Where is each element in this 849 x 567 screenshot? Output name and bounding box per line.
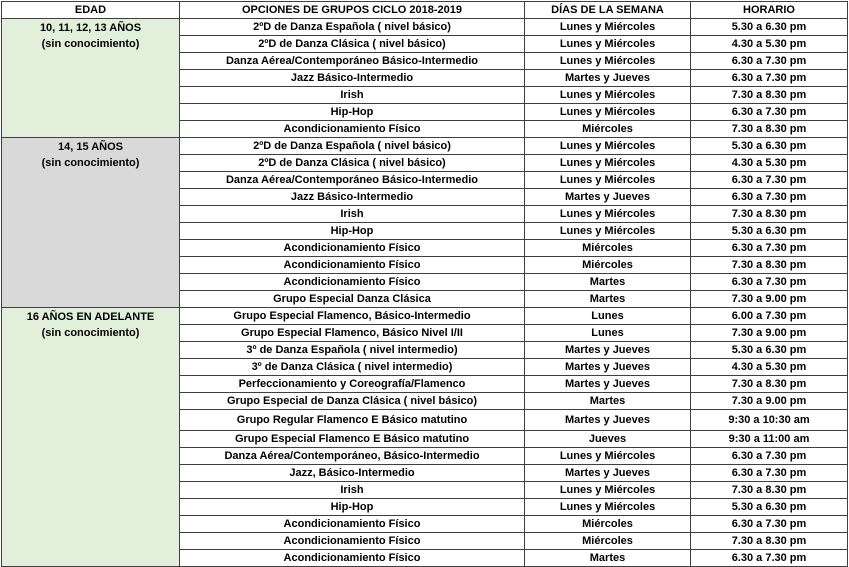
days-cell: Miércoles: [525, 257, 691, 274]
days-cell: Martes y Jueves: [525, 376, 691, 393]
option-cell: Grupo Especial Danza Clásica: [180, 291, 525, 308]
option-cell: Hip-Hop: [180, 104, 525, 121]
option-cell: Jazz Básico-Intermedio: [180, 189, 525, 206]
option-cell: 3º de Danza Española ( nivel intermedio): [180, 342, 525, 359]
days-cell: Lunes y Miércoles: [525, 155, 691, 172]
option-cell: Acondicionamiento Físico: [180, 516, 525, 533]
days-cell: Lunes: [525, 325, 691, 342]
time-cell: 6.30 a 7.30 pm: [691, 189, 848, 206]
time-cell: 7.30 a 9.00 pm: [691, 393, 848, 410]
time-cell: 6.30 a 7.30 pm: [691, 550, 848, 567]
option-cell: Hip-Hop: [180, 223, 525, 240]
time-cell: 7.30 a 9.00 pm: [691, 325, 848, 342]
time-cell: 7.30 a 8.30 pm: [691, 206, 848, 223]
option-cell: 2ºD de Danza Clásica ( nivel básico): [180, 36, 525, 53]
option-cell: 2ºD de Danza Española ( nivel básico): [180, 19, 525, 36]
header-row: [2, 2, 848, 19]
days-cell: Miércoles: [525, 240, 691, 257]
option-cell: Grupo Especial Flamenco, Básico-Intermedio: [180, 308, 525, 325]
age-group-cell: [2, 138, 180, 308]
time-cell: 6.30 a 7.30 pm: [691, 274, 848, 291]
days-cell: Lunes y Miércoles: [525, 19, 691, 36]
header-schedule: HORARIO: [691, 2, 848, 19]
option-cell: Acondicionamiento Físico: [180, 257, 525, 274]
days-cell: Lunes y Miércoles: [525, 172, 691, 189]
time-cell: 6.30 a 7.30 pm: [691, 172, 848, 189]
age-group-label: 14, 15 AÑOS: [57, 141, 123, 153]
days-cell: Lunes y Miércoles: [525, 36, 691, 53]
schedule-table: [1, 1, 848, 567]
option-cell: Danza Aérea/Contemporáneo Básico-Intermedio: [180, 53, 525, 70]
option-cell: Danza Aérea/Contemporáneo Básico-Intermedio: [180, 172, 525, 189]
days-cell: Martes y Jueves: [525, 465, 691, 482]
days-cell: Miércoles: [525, 533, 691, 550]
option-cell: Irish: [180, 482, 525, 499]
option-cell: Acondicionamiento Físico: [180, 533, 525, 550]
table-row: [2, 308, 848, 325]
time-cell: 4.30 a 5.30 pm: [691, 36, 848, 53]
time-cell: 6.30 a 7.30 pm: [691, 516, 848, 533]
time-cell: 7.30 a 8.30 pm: [691, 482, 848, 499]
option-cell: 2ºD de Danza Española ( nivel básico): [180, 138, 525, 155]
header-age: EDAD: [2, 2, 180, 19]
age-group-cell: [2, 308, 180, 567]
age-group-label: 10, 11, 12, 13 AÑOS: [39, 22, 142, 34]
time-cell: 6.30 a 7.30 pm: [691, 104, 848, 121]
option-cell: 2ºD de Danza Clásica ( nivel básico): [180, 155, 525, 172]
option-cell: Perfeccionamiento y Coreografía/Flamenco: [180, 376, 525, 393]
days-cell: Martes y Jueves: [525, 342, 691, 359]
option-cell: Grupo Especial Flamenco E Básico matutino: [180, 431, 525, 448]
days-cell: Miércoles: [525, 516, 691, 533]
time-cell: 5.30 a 6.30 pm: [691, 138, 848, 155]
days-cell: Martes y Jueves: [525, 359, 691, 376]
time-cell: 5.30 a 6.30 pm: [691, 223, 848, 240]
time-cell: 6.30 a 7.30 pm: [691, 53, 848, 70]
time-cell: 7.30 a 9.00 pm: [691, 291, 848, 308]
age-group-cell: [2, 19, 180, 138]
days-cell: Lunes y Miércoles: [525, 448, 691, 465]
days-cell: Jueves: [525, 431, 691, 448]
table-row: [2, 19, 848, 36]
time-cell: 6.30 a 7.30 pm: [691, 465, 848, 482]
time-cell: 7.30 a 8.30 pm: [691, 257, 848, 274]
option-cell: Jazz Básico-Intermedio: [180, 70, 525, 87]
time-cell: 4.30 a 5.30 pm: [691, 155, 848, 172]
header-options: OPCIONES DE GRUPOS CICLO 2018-2019: [180, 2, 525, 19]
days-cell: Martes y Jueves: [525, 189, 691, 206]
header-days: DÍAS DE LA SEMANA: [525, 2, 691, 19]
time-cell: 6.30 a 7.30 pm: [691, 448, 848, 465]
days-cell: Lunes y Miércoles: [525, 138, 691, 155]
time-cell: 5.30 a 6.30 pm: [691, 19, 848, 36]
days-cell: Lunes y Miércoles: [525, 87, 691, 104]
time-cell: 9:30 a 11:00 am: [691, 431, 848, 448]
option-cell: Hip-Hop: [180, 499, 525, 516]
days-cell: Martes: [525, 291, 691, 308]
age-group-label: 16 AÑOS EN ADELANTE: [26, 311, 155, 323]
days-cell: Martes: [525, 274, 691, 291]
option-cell: Grupo Regular Flamenco E Básico matutino: [180, 410, 525, 431]
days-cell: Miércoles: [525, 121, 691, 138]
days-cell: Martes: [525, 393, 691, 410]
time-cell: 5.30 a 6.30 pm: [691, 342, 848, 359]
days-cell: Lunes y Miércoles: [525, 499, 691, 516]
option-cell: Irish: [180, 206, 525, 223]
days-cell: Lunes y Miércoles: [525, 482, 691, 499]
option-cell: Grupo Especial Flamenco, Básico Nivel I/II: [180, 325, 525, 342]
option-cell: Danza Aérea/Contemporáneo, Básico-Intermedio: [180, 448, 525, 465]
option-cell: Jazz, Básico-Intermedio: [180, 465, 525, 482]
option-cell: Irish: [180, 87, 525, 104]
time-cell: 6.30 a 7.30 pm: [691, 240, 848, 257]
time-cell: 6.00 a 7.30 pm: [691, 308, 848, 325]
days-cell: Martes y Jueves: [525, 410, 691, 431]
table-body: [2, 19, 848, 567]
time-cell: 9:30 a 10:30 am: [691, 410, 848, 431]
days-cell: Lunes y Miércoles: [525, 206, 691, 223]
days-cell: Lunes: [525, 308, 691, 325]
time-cell: 7.30 a 8.30 pm: [691, 87, 848, 104]
time-cell: 7.30 a 8.30 pm: [691, 533, 848, 550]
option-cell: Acondicionamiento Físico: [180, 240, 525, 257]
option-cell: Acondicionamiento Físico: [180, 274, 525, 291]
time-cell: 6.30 a 7.30 pm: [691, 70, 848, 87]
days-cell: Martes y Jueves: [525, 70, 691, 87]
option-cell: Grupo Especial de Danza Clásica ( nivel básico): [180, 393, 525, 410]
time-cell: 7.30 a 8.30 pm: [691, 121, 848, 138]
age-group-note: (sin conocimiento): [41, 327, 140, 339]
table-row: [2, 138, 848, 155]
option-cell: Acondicionamiento Físico: [180, 550, 525, 567]
time-cell: 7.30 a 8.30 pm: [691, 376, 848, 393]
time-cell: 5.30 a 6.30 pm: [691, 499, 848, 516]
days-cell: Martes: [525, 550, 691, 567]
option-cell: Acondicionamiento Físico: [180, 121, 525, 138]
days-cell: Lunes y Miércoles: [525, 104, 691, 121]
age-group-note: (sin conocimiento): [41, 157, 140, 169]
option-cell: 3º de Danza Clásica ( nivel intermedio): [180, 359, 525, 376]
days-cell: Lunes y Miércoles: [525, 53, 691, 70]
time-cell: 4.30 a 5.30 pm: [691, 359, 848, 376]
age-group-note: (sin conocimiento): [41, 38, 140, 50]
days-cell: Lunes y Miércoles: [525, 223, 691, 240]
